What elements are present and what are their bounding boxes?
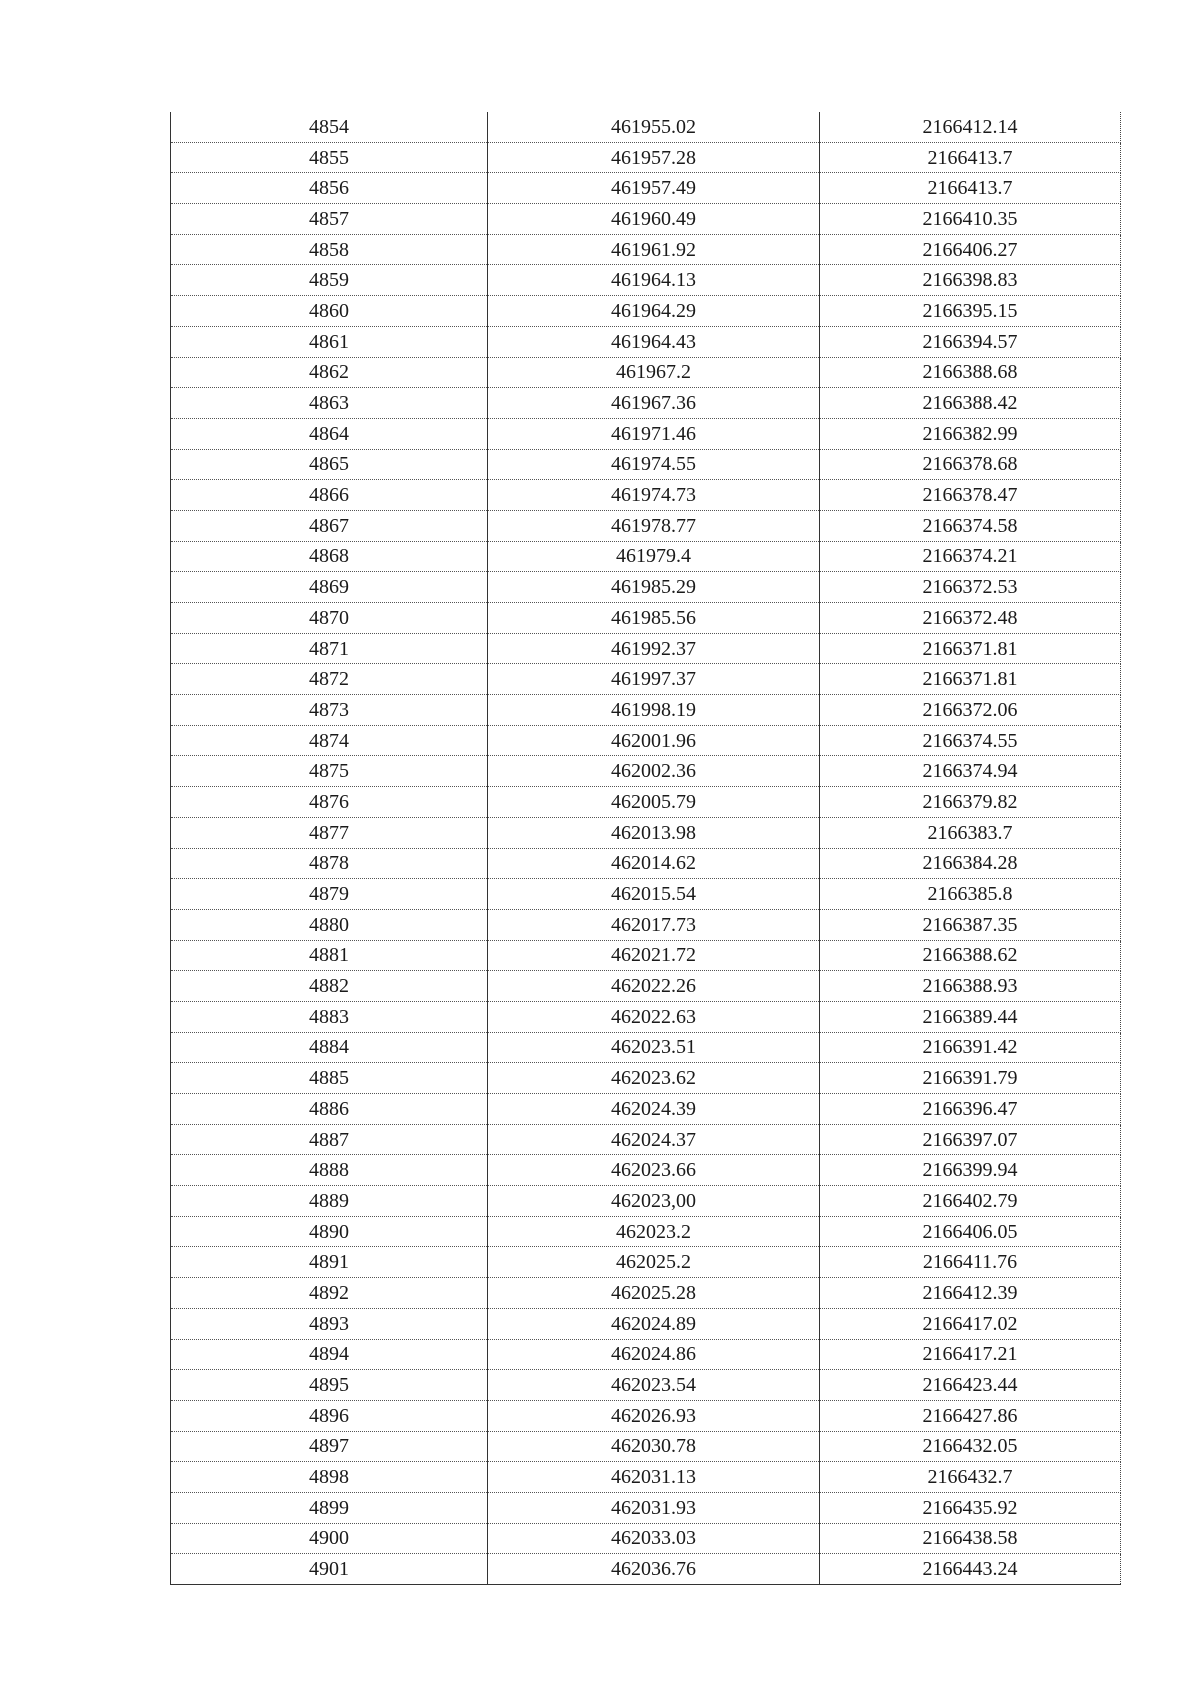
y-coordinate-cell: 2166413.7 bbox=[820, 173, 1121, 204]
y-coordinate-cell: 2166412.39 bbox=[820, 1278, 1121, 1309]
point-number-cell: 4865 bbox=[171, 449, 488, 480]
y-coordinate-cell: 2166389.44 bbox=[820, 1001, 1121, 1032]
y-coordinate-cell: 2166374.58 bbox=[820, 510, 1121, 541]
x-coordinate-cell: 462023.51 bbox=[488, 1032, 820, 1063]
x-coordinate-cell: 461978.77 bbox=[488, 510, 820, 541]
point-number-cell: 4875 bbox=[171, 756, 488, 787]
y-coordinate-cell: 2166374.21 bbox=[820, 541, 1121, 572]
y-coordinate-cell: 2166388.68 bbox=[820, 357, 1121, 388]
y-coordinate-cell: 2166410.35 bbox=[820, 204, 1121, 235]
y-coordinate-cell: 2166399.94 bbox=[820, 1155, 1121, 1186]
x-coordinate-cell: 462025.28 bbox=[488, 1278, 820, 1309]
table-row bbox=[171, 418, 1121, 449]
point-number-cell: 4894 bbox=[171, 1339, 488, 1370]
y-coordinate-cell: 2166388.42 bbox=[820, 388, 1121, 419]
table-row bbox=[171, 1032, 1121, 1063]
y-coordinate-cell: 2166395.15 bbox=[820, 296, 1121, 327]
x-coordinate-cell: 461997.37 bbox=[488, 664, 820, 695]
x-coordinate-cell: 461992.37 bbox=[488, 633, 820, 664]
table-row bbox=[171, 480, 1121, 511]
table-row bbox=[171, 1523, 1121, 1554]
point-number-cell: 4881 bbox=[171, 940, 488, 971]
y-coordinate-cell: 2166379.82 bbox=[820, 787, 1121, 818]
y-coordinate-cell: 2166391.79 bbox=[820, 1063, 1121, 1094]
x-coordinate-cell: 461979.4 bbox=[488, 541, 820, 572]
x-coordinate-cell: 461964.13 bbox=[488, 265, 820, 296]
table-row bbox=[171, 1155, 1121, 1186]
point-number-cell: 4888 bbox=[171, 1155, 488, 1186]
y-coordinate-cell: 2166378.68 bbox=[820, 449, 1121, 480]
point-number-cell: 4860 bbox=[171, 296, 488, 327]
point-number-cell: 4893 bbox=[171, 1308, 488, 1339]
y-coordinate-cell: 2166413.7 bbox=[820, 142, 1121, 173]
table-row bbox=[171, 572, 1121, 603]
point-number-cell: 4884 bbox=[171, 1032, 488, 1063]
y-coordinate-cell: 2166432.7 bbox=[820, 1462, 1121, 1493]
table-row bbox=[171, 1308, 1121, 1339]
point-number-cell: 4886 bbox=[171, 1094, 488, 1125]
y-coordinate-cell: 2166427.86 bbox=[820, 1400, 1121, 1431]
point-number-cell: 4897 bbox=[171, 1431, 488, 1462]
point-number-cell: 4878 bbox=[171, 848, 488, 879]
y-coordinate-cell: 2166398.83 bbox=[820, 265, 1121, 296]
y-coordinate-cell: 2166432.05 bbox=[820, 1431, 1121, 1462]
point-number-cell: 4866 bbox=[171, 480, 488, 511]
y-coordinate-cell: 2166443.24 bbox=[820, 1554, 1121, 1585]
x-coordinate-cell: 462017.73 bbox=[488, 909, 820, 940]
x-coordinate-cell: 461967.36 bbox=[488, 388, 820, 419]
point-number-cell: 4868 bbox=[171, 541, 488, 572]
x-coordinate-cell: 461961.92 bbox=[488, 234, 820, 265]
x-coordinate-cell: 462013.98 bbox=[488, 817, 820, 848]
point-number-cell: 4871 bbox=[171, 633, 488, 664]
table-row bbox=[171, 204, 1121, 235]
point-number-cell: 4869 bbox=[171, 572, 488, 603]
point-number-cell: 4855 bbox=[171, 142, 488, 173]
y-coordinate-cell: 2166371.81 bbox=[820, 664, 1121, 695]
table-row bbox=[171, 909, 1121, 940]
x-coordinate-cell: 461957.49 bbox=[488, 173, 820, 204]
x-coordinate-cell: 462036.76 bbox=[488, 1554, 820, 1585]
y-coordinate-cell: 2166402.79 bbox=[820, 1186, 1121, 1217]
x-coordinate-cell: 461964.29 bbox=[488, 296, 820, 327]
y-coordinate-cell: 2166372.48 bbox=[820, 603, 1121, 634]
x-coordinate-cell: 462001.96 bbox=[488, 725, 820, 756]
point-number-cell: 4874 bbox=[171, 725, 488, 756]
x-coordinate-cell: 461985.56 bbox=[488, 603, 820, 634]
point-number-cell: 4862 bbox=[171, 357, 488, 388]
point-number-cell: 4864 bbox=[171, 418, 488, 449]
table-row bbox=[171, 940, 1121, 971]
y-coordinate-cell: 2166397.07 bbox=[820, 1124, 1121, 1155]
table-row bbox=[171, 848, 1121, 879]
point-number-cell: 4857 bbox=[171, 204, 488, 235]
point-number-cell: 4880 bbox=[171, 909, 488, 940]
point-number-cell: 4861 bbox=[171, 326, 488, 357]
table-row bbox=[171, 1492, 1121, 1523]
y-coordinate-cell: 2166417.02 bbox=[820, 1308, 1121, 1339]
y-coordinate-cell: 2166378.47 bbox=[820, 480, 1121, 511]
table-row bbox=[171, 541, 1121, 572]
point-number-cell: 4863 bbox=[171, 388, 488, 419]
x-coordinate-cell: 462014.62 bbox=[488, 848, 820, 879]
x-coordinate-cell: 461960.49 bbox=[488, 204, 820, 235]
point-number-cell: 4873 bbox=[171, 695, 488, 726]
table-row bbox=[171, 1247, 1121, 1278]
table-row bbox=[171, 173, 1121, 204]
x-coordinate-cell: 462025.2 bbox=[488, 1247, 820, 1278]
x-coordinate-cell: 461955.02 bbox=[488, 112, 820, 142]
y-coordinate-cell: 2166383.7 bbox=[820, 817, 1121, 848]
point-number-cell: 4870 bbox=[171, 603, 488, 634]
table-row bbox=[171, 1554, 1121, 1585]
table-row bbox=[171, 756, 1121, 787]
x-coordinate-cell: 461974.73 bbox=[488, 480, 820, 511]
table-row bbox=[171, 1278, 1121, 1309]
point-number-cell: 4895 bbox=[171, 1370, 488, 1401]
y-coordinate-cell: 2166385.8 bbox=[820, 879, 1121, 910]
point-number-cell: 4885 bbox=[171, 1063, 488, 1094]
table-row bbox=[171, 787, 1121, 818]
table-row bbox=[171, 510, 1121, 541]
x-coordinate-cell: 462015.54 bbox=[488, 879, 820, 910]
x-coordinate-cell: 462033.03 bbox=[488, 1523, 820, 1554]
x-coordinate-cell: 462024.37 bbox=[488, 1124, 820, 1155]
x-coordinate-cell: 462023,00 bbox=[488, 1186, 820, 1217]
table-row bbox=[171, 265, 1121, 296]
point-number-cell: 4877 bbox=[171, 817, 488, 848]
point-number-cell: 4900 bbox=[171, 1523, 488, 1554]
table-row bbox=[171, 449, 1121, 480]
table-row bbox=[171, 1216, 1121, 1247]
point-number-cell: 4867 bbox=[171, 510, 488, 541]
x-coordinate-cell: 462031.93 bbox=[488, 1492, 820, 1523]
y-coordinate-cell: 2166438.58 bbox=[820, 1523, 1121, 1554]
y-coordinate-cell: 2166382.99 bbox=[820, 418, 1121, 449]
table-row bbox=[171, 142, 1121, 173]
table-row bbox=[171, 326, 1121, 357]
table-row bbox=[171, 879, 1121, 910]
table-row bbox=[171, 1400, 1121, 1431]
y-coordinate-cell: 2166394.57 bbox=[820, 326, 1121, 357]
coordinates-table bbox=[170, 112, 1121, 1585]
y-coordinate-cell: 2166374.94 bbox=[820, 756, 1121, 787]
x-coordinate-cell: 462026.93 bbox=[488, 1400, 820, 1431]
point-number-cell: 4854 bbox=[171, 112, 488, 142]
y-coordinate-cell: 2166391.42 bbox=[820, 1032, 1121, 1063]
x-coordinate-cell: 461957.28 bbox=[488, 142, 820, 173]
x-coordinate-cell: 462022.26 bbox=[488, 971, 820, 1002]
table-row bbox=[171, 234, 1121, 265]
table-row bbox=[171, 1124, 1121, 1155]
x-coordinate-cell: 462023.54 bbox=[488, 1370, 820, 1401]
y-coordinate-cell: 2166388.62 bbox=[820, 940, 1121, 971]
table-row bbox=[171, 1370, 1121, 1401]
point-number-cell: 4890 bbox=[171, 1216, 488, 1247]
point-number-cell: 4872 bbox=[171, 664, 488, 695]
point-number-cell: 4892 bbox=[171, 1278, 488, 1309]
x-coordinate-cell: 462031.13 bbox=[488, 1462, 820, 1493]
point-number-cell: 4876 bbox=[171, 787, 488, 818]
table-row bbox=[171, 357, 1121, 388]
point-number-cell: 4859 bbox=[171, 265, 488, 296]
x-coordinate-cell: 461964.43 bbox=[488, 326, 820, 357]
x-coordinate-cell: 461974.55 bbox=[488, 449, 820, 480]
table-row bbox=[171, 1094, 1121, 1125]
point-number-cell: 4856 bbox=[171, 173, 488, 204]
point-number-cell: 4899 bbox=[171, 1492, 488, 1523]
point-number-cell: 4889 bbox=[171, 1186, 488, 1217]
point-number-cell: 4879 bbox=[171, 879, 488, 910]
y-coordinate-cell: 2166371.81 bbox=[820, 633, 1121, 664]
point-number-cell: 4898 bbox=[171, 1462, 488, 1493]
table-row bbox=[171, 971, 1121, 1002]
y-coordinate-cell: 2166388.93 bbox=[820, 971, 1121, 1002]
y-coordinate-cell: 2166411.76 bbox=[820, 1247, 1121, 1278]
y-coordinate-cell: 2166372.06 bbox=[820, 695, 1121, 726]
x-coordinate-cell: 462024.89 bbox=[488, 1308, 820, 1339]
x-coordinate-cell: 462024.86 bbox=[488, 1339, 820, 1370]
table-row bbox=[171, 725, 1121, 756]
point-number-cell: 4891 bbox=[171, 1247, 488, 1278]
table-row bbox=[171, 633, 1121, 664]
x-coordinate-cell: 462023.62 bbox=[488, 1063, 820, 1094]
table-row bbox=[171, 695, 1121, 726]
point-number-cell: 4887 bbox=[171, 1124, 488, 1155]
x-coordinate-cell: 461967.2 bbox=[488, 357, 820, 388]
y-coordinate-cell: 2166423.44 bbox=[820, 1370, 1121, 1401]
table-row bbox=[171, 603, 1121, 634]
x-coordinate-cell: 462024.39 bbox=[488, 1094, 820, 1125]
y-coordinate-cell: 2166417.21 bbox=[820, 1339, 1121, 1370]
y-coordinate-cell: 2166435.92 bbox=[820, 1492, 1121, 1523]
y-coordinate-cell: 2166387.35 bbox=[820, 909, 1121, 940]
table-row bbox=[171, 817, 1121, 848]
y-coordinate-cell: 2166406.05 bbox=[820, 1216, 1121, 1247]
table-row bbox=[171, 112, 1121, 142]
point-number-cell: 4882 bbox=[171, 971, 488, 1002]
x-coordinate-cell: 462022.63 bbox=[488, 1001, 820, 1032]
table-row bbox=[171, 1339, 1121, 1370]
x-coordinate-cell: 461998.19 bbox=[488, 695, 820, 726]
table-row bbox=[171, 1001, 1121, 1032]
x-coordinate-cell: 461971.46 bbox=[488, 418, 820, 449]
x-coordinate-cell: 462023.66 bbox=[488, 1155, 820, 1186]
table-row bbox=[171, 1462, 1121, 1493]
table-row bbox=[171, 1431, 1121, 1462]
x-coordinate-cell: 462021.72 bbox=[488, 940, 820, 971]
x-coordinate-cell: 461985.29 bbox=[488, 572, 820, 603]
y-coordinate-cell: 2166384.28 bbox=[820, 848, 1121, 879]
point-number-cell: 4896 bbox=[171, 1400, 488, 1431]
point-number-cell: 4883 bbox=[171, 1001, 488, 1032]
table-row bbox=[171, 388, 1121, 419]
table-row bbox=[171, 1186, 1121, 1217]
table-row bbox=[171, 1063, 1121, 1094]
y-coordinate-cell: 2166396.47 bbox=[820, 1094, 1121, 1125]
x-coordinate-cell: 462002.36 bbox=[488, 756, 820, 787]
y-coordinate-cell: 2166406.27 bbox=[820, 234, 1121, 265]
coordinates-table-body bbox=[171, 112, 1121, 1585]
x-coordinate-cell: 462023.2 bbox=[488, 1216, 820, 1247]
y-coordinate-cell: 2166372.53 bbox=[820, 572, 1121, 603]
y-coordinate-cell: 2166412.14 bbox=[820, 112, 1121, 142]
point-number-cell: 4858 bbox=[171, 234, 488, 265]
y-coordinate-cell: 2166374.55 bbox=[820, 725, 1121, 756]
x-coordinate-cell: 462030.78 bbox=[488, 1431, 820, 1462]
x-coordinate-cell: 462005.79 bbox=[488, 787, 820, 818]
table-row bbox=[171, 296, 1121, 327]
table-row bbox=[171, 664, 1121, 695]
point-number-cell: 4901 bbox=[171, 1554, 488, 1585]
